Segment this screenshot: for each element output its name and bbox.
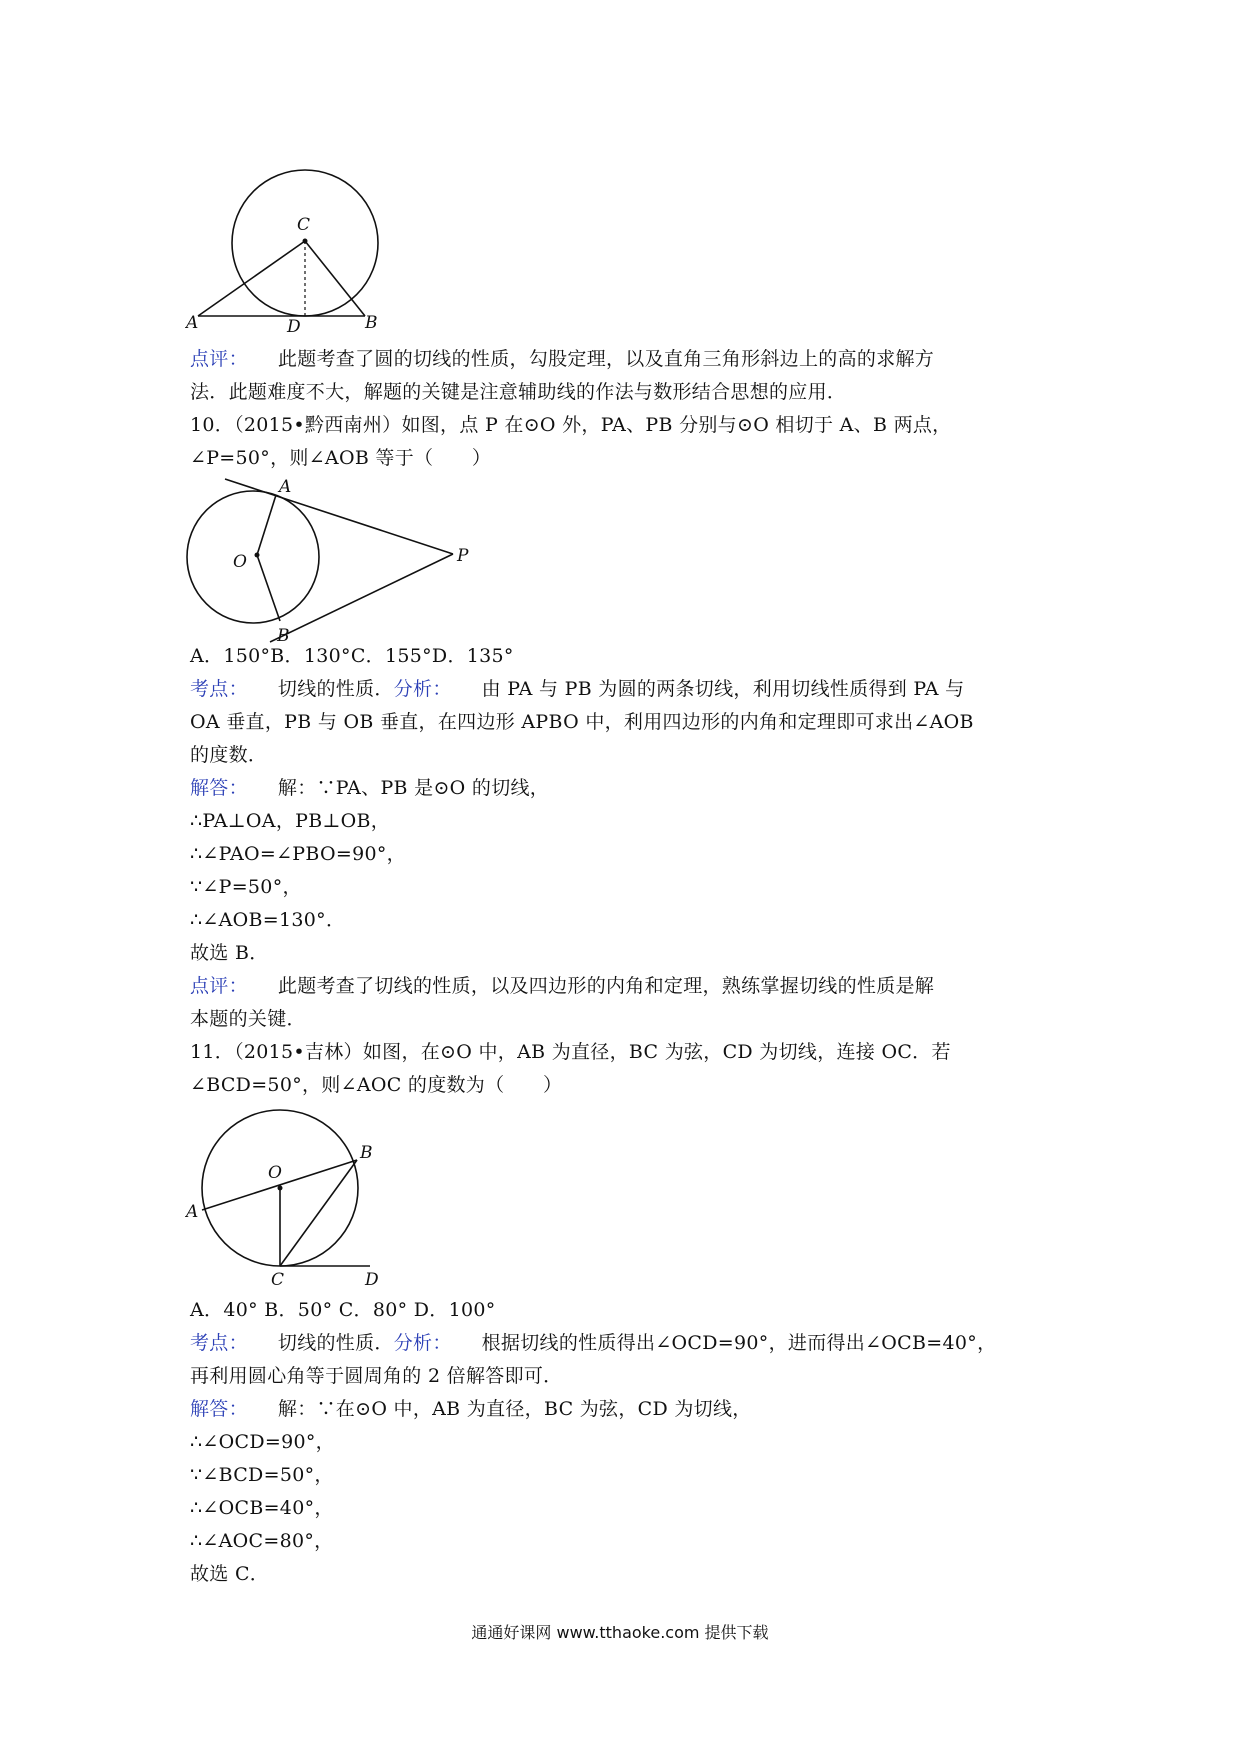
q11-step: ∴∠OCB=40°， [190, 1497, 334, 1519]
q11-step: 故选 C． [190, 1563, 270, 1585]
q10-options: A．150°B．130°C．155°D．135° [190, 645, 514, 667]
label-O: O [233, 552, 247, 572]
q10-step: ∴∠AOB=130°． [190, 909, 346, 931]
label-B: B [365, 313, 378, 333]
q10-comment-line2: 本题的关键． [190, 1008, 306, 1030]
q11-step: ∴∠OCD=90°， [190, 1431, 335, 1453]
page-footer: 通通好课网 www.tthaoke.com 提供下载 [471, 1623, 769, 1642]
q11-step: ∴∠AOC=80°， [190, 1530, 334, 1552]
q11-analysis-line2: 再利用圆心角等于圆周角的 2 倍解答即可． [190, 1365, 563, 1387]
q11-options: A．40° B．50° C．80° D．100° [190, 1299, 496, 1321]
label-B: B [360, 1143, 373, 1163]
label-D: D [287, 317, 301, 337]
label-O: O [268, 1163, 282, 1183]
label-A: A [279, 477, 292, 497]
comment9-line2: 法．此题难度不大，解题的关键是注意辅助线的作法与数形结合思想的应用． [190, 381, 847, 403]
q10-stem-line1: 10．（2015•黔西南州）如图，点 P 在⊙O 外，PA、PB 分别与⊙O 相切于 A、B 两点， [190, 414, 952, 436]
q10-answer-line1: 解答： 解：∵PA、PB 是⊙O 的切线， [190, 777, 550, 799]
q11-answer-line1: 解答： 解：∵在⊙O 中，AB 为直径，BC 为弦，CD 为切线， [190, 1398, 752, 1420]
q10-comment-line1: 点评： 此题考查了切线的性质，以及四边形的内角和定理，熟练掌握切线的性质是解 [190, 975, 935, 997]
label-D: D [365, 1270, 379, 1290]
q10-analysis-line3: 的度数． [190, 744, 268, 766]
label-A: A [186, 313, 199, 333]
q11-stem-line2: ∠BCD=50°，则∠AOC 的度数为（ ） [190, 1074, 563, 1096]
q10-analysis-line1: 考点： 切线的性质．分析： 由 PA 与 PB 为圆的两条切线，利用切线性质得到 PA 与 [190, 678, 965, 700]
figure-diameter-tangent [185, 1100, 405, 1295]
label-B: B [277, 626, 290, 646]
q11-analysis-line1: 考点： 切线的性质．分析： 根据切线的性质得出∠OCD=90°，进而得出∠OCB=40°， [190, 1332, 997, 1354]
q11-stem-line1: 11．（2015•吉林）如图，在⊙O 中，AB 为直径，BC 为弦，CD 为切线，连接 OC．若 [190, 1041, 951, 1063]
figure-tangent-triangle [185, 160, 385, 340]
label-C: C [271, 1270, 285, 1290]
q10-step: ∴PA⊥OA，PB⊥OB， [190, 810, 391, 832]
label-P: P [457, 546, 469, 566]
figure-tangents-from-point [185, 470, 485, 650]
q10-step: ∵∠P=50°， [190, 876, 302, 898]
q10-stem-line2: ∠P=50°，则∠AOB 等于（ ） [190, 447, 492, 469]
q10-step: ∴∠PAO=∠PBO=90°， [190, 843, 406, 865]
comment-label: 点评： [190, 348, 248, 370]
label-A: A [186, 1202, 199, 1222]
q11-step: ∵∠BCD=50°， [190, 1464, 334, 1486]
comment9-line1: 点评： 此题考查了圆的切线的性质，勾股定理，以及直角三角形斜边上的高的求解方 [190, 348, 935, 370]
label-C: C [297, 215, 311, 235]
q10-analysis-line2: OA 垂直，PB 与 OB 垂直，在四边形 APBO 中，利用四边形的内角和定理即可求出∠AOB [190, 711, 974, 733]
q10-step: 故选 B． [190, 942, 269, 964]
